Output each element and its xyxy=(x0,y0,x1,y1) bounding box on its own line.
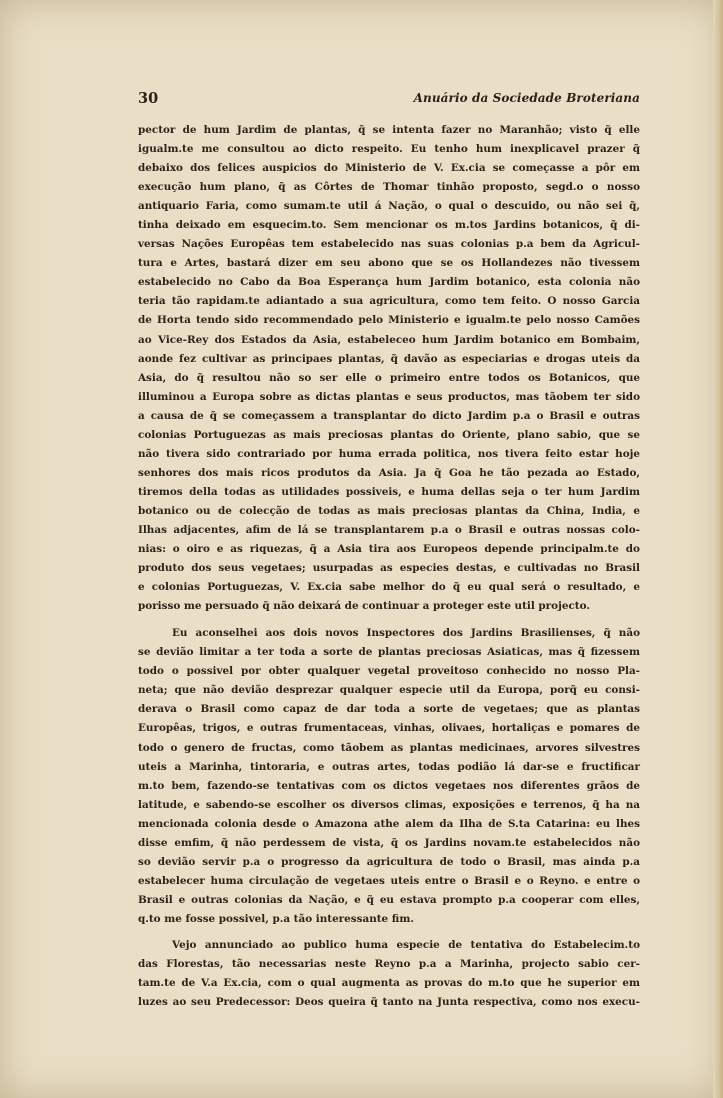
text-line: de Horta tendo sido recommendado pelo Ministerio e igualm.te pelo nosso Camões xyxy=(138,314,640,327)
body-text xyxy=(138,121,640,1012)
page-header xyxy=(138,90,640,110)
text-line: disse emfim, q̃ não perdessem de vista, q̃ os Jardins novam.te estabelecidos não xyxy=(138,836,640,849)
text-line: produto dos seus vegetaes; usurpadas as especies destas, e cultivadas no Brasil xyxy=(138,562,640,575)
text-line: debaixo dos felices auspicios do Ministerio de V. Ex.cia se começasse a pôr em xyxy=(138,162,640,175)
text-line: e colonias Portuguezas, V. Ex.cia sabe melhor do q̃ eu qual será o resultado, e xyxy=(138,581,640,594)
text-line: se devião limitar a ter toda a sorte de plantas preciosas Asiaticas, mas q̃ fizessem xyxy=(138,646,640,659)
text-line: latitude, e sabendo-se escolher os diversos climas, exposições e terrenos, q̃ ha na xyxy=(138,798,640,811)
paragraph xyxy=(138,936,640,1012)
text-line: senhores dos mais ricos produtos da Asia. Ja q̃ Goa he tão pezada ao Estado, xyxy=(138,466,640,479)
text-line: colonias Portuguezas as mais preciosas plantas do Oriente, plano sabio, que se xyxy=(138,428,640,441)
text-line: a causa de q̃ se começassem a transplantar do dicto Jardim p.a o Brasil e outras xyxy=(138,409,640,422)
text-line: so devião servir p.a o progresso da agricultura de todo o Brasil, mas ainda p.a xyxy=(138,855,640,868)
text-line: tiremos della todas as utilidades possiveis, e huma dellas seja o ter hum Jardim xyxy=(138,485,640,498)
text-line: antiquario Faria, como sumam.te util á Nação, o qual o descuido, ou não sei q̃, xyxy=(138,200,640,213)
text-line: ao Vice-Rey dos Estados da Asia, estabeleceo hum Jardim botanico em Bombaim, xyxy=(138,333,640,346)
text-line: neta; que não devião desprezar qualquer especie util da Europa, porq̃ eu consi- xyxy=(138,684,640,697)
text-line: Asia, do q̃ resultou não so ser elle o primeiro entre todos os Botanicos, que xyxy=(138,371,640,384)
text-line: Brasil e outras colonias da Nação, e q̃ eu estava prompto p.a cooperar com elles, xyxy=(138,893,640,906)
page-number: 30 xyxy=(138,90,159,107)
text-line: pector de hum Jardim de plantas, q̃ se intenta fazer no Maranhão; visto q̃ elle xyxy=(138,124,640,136)
text-line: uteis a Marinha, tintoraria, e outras artes, todas podião lá dar-se e fructificar xyxy=(138,760,640,773)
text-line: m.to bem, fazendo-se tentativas com os dictos vegetaes nos diferentes grãos de xyxy=(138,779,640,792)
text-line: botanico ou de colecção de todas as mais preciosas plantas da China, India, e xyxy=(138,504,640,517)
text-line: igualm.te me consultou ao dicto respeito. Eu tenho hum inexplicavel prazer q̃ xyxy=(138,143,640,156)
text-line: todo o genero de fructas, como tãobem as plantas medicinaes, arvores silvestres xyxy=(138,741,640,754)
page-edge xyxy=(713,0,723,1098)
paragraph xyxy=(138,624,640,929)
text-line: luzes ao seu Predecessor: Deos queira q̃ tanto na Junta respectiva, como nos execu- xyxy=(138,996,640,1009)
text-line: das Florestas, tão necessarias neste Reyno p.a a Marinha, projecto sabio cer- xyxy=(138,958,640,971)
text-line: Europêas, trigos, e outras frumentaceas, vinhas, olivaes, hortaliças e pomares de xyxy=(138,722,640,735)
text-line: q.to me fosse possivel, p.a tão interessante fim. xyxy=(138,912,414,925)
text-line: execução hum plano, q̃ as Côrtes de Thomar tinhão proposto, segd.o o nosso xyxy=(138,181,640,194)
text-line: porisso me persuado q̃ não deixará de continuar a proteger este util projecto. xyxy=(138,600,590,613)
text-line: derava o Brasil como capaz de dar toda a sorte de vegetaes; que as plantas xyxy=(138,703,640,716)
text-line: tam.te de V.a Ex.cia, com o qual augmenta as provas do m.to que he superior em xyxy=(138,977,640,990)
text-line: todo o possivel por obter qualquer vegetal proveitoso conhecido no nosso Pla- xyxy=(138,665,640,678)
text-line: Vejo annunciado ao publico huma especie de tentativa do Estabelecim.to xyxy=(172,938,640,951)
text-line: tura e Artes, bastará dizer em seu abono que se os Hollandezes não tivessem xyxy=(138,257,640,270)
paragraph xyxy=(138,121,640,616)
text-line: estabelecido no Cabo da Boa Esperança hum Jardim botanico, esta colonia não xyxy=(138,276,640,289)
text-line: não tivera sido contrariado por huma errada politica, nos tivera feito estar hoje xyxy=(138,447,640,460)
text-line: Eu aconselhei aos dois novos Inspectores dos Jardins Brasilienses, q̃ não xyxy=(172,627,640,640)
text-line: aonde fez cultivar as principaes plantas, q̃ davão as especiarias e drogas uteis da xyxy=(138,352,640,365)
text-line: estabelecer huma circulação de vegetaes uteis entre o Brasil e o Reyno. e entre o xyxy=(138,874,640,887)
text-line: tinha deixado em esquecim.to. Sem mencionar os m.tos Jardins botanicos, q̃ di- xyxy=(138,219,640,232)
running-head: Anuário da Sociedade Broteriana xyxy=(413,91,640,105)
text-line: versas Nações Europêas tem estabelecido nas suas colonias p.a bem da Agricul- xyxy=(138,238,640,251)
text-line: illuminou a Europa sobre as dictas plantas e seus productos, mas tãobem ter sido xyxy=(138,390,640,403)
text-line: mencionada colonia desde o Amazona athe alem da Ilha de S.ta Catarina: eu lhes xyxy=(138,817,640,830)
text-line: Ilhas adjacentes, afim de lá se transplantarem p.a o Brasil e outras nossas colo- xyxy=(138,523,640,536)
text-line: teria tão rapidam.te adiantado a sua agricultura, como tem feito. O nosso Garcia xyxy=(138,295,640,308)
text-line: nias: o oiro e as riquezas, q̃ a Asia tira aos Europeos depende principalm.te do xyxy=(138,543,640,556)
